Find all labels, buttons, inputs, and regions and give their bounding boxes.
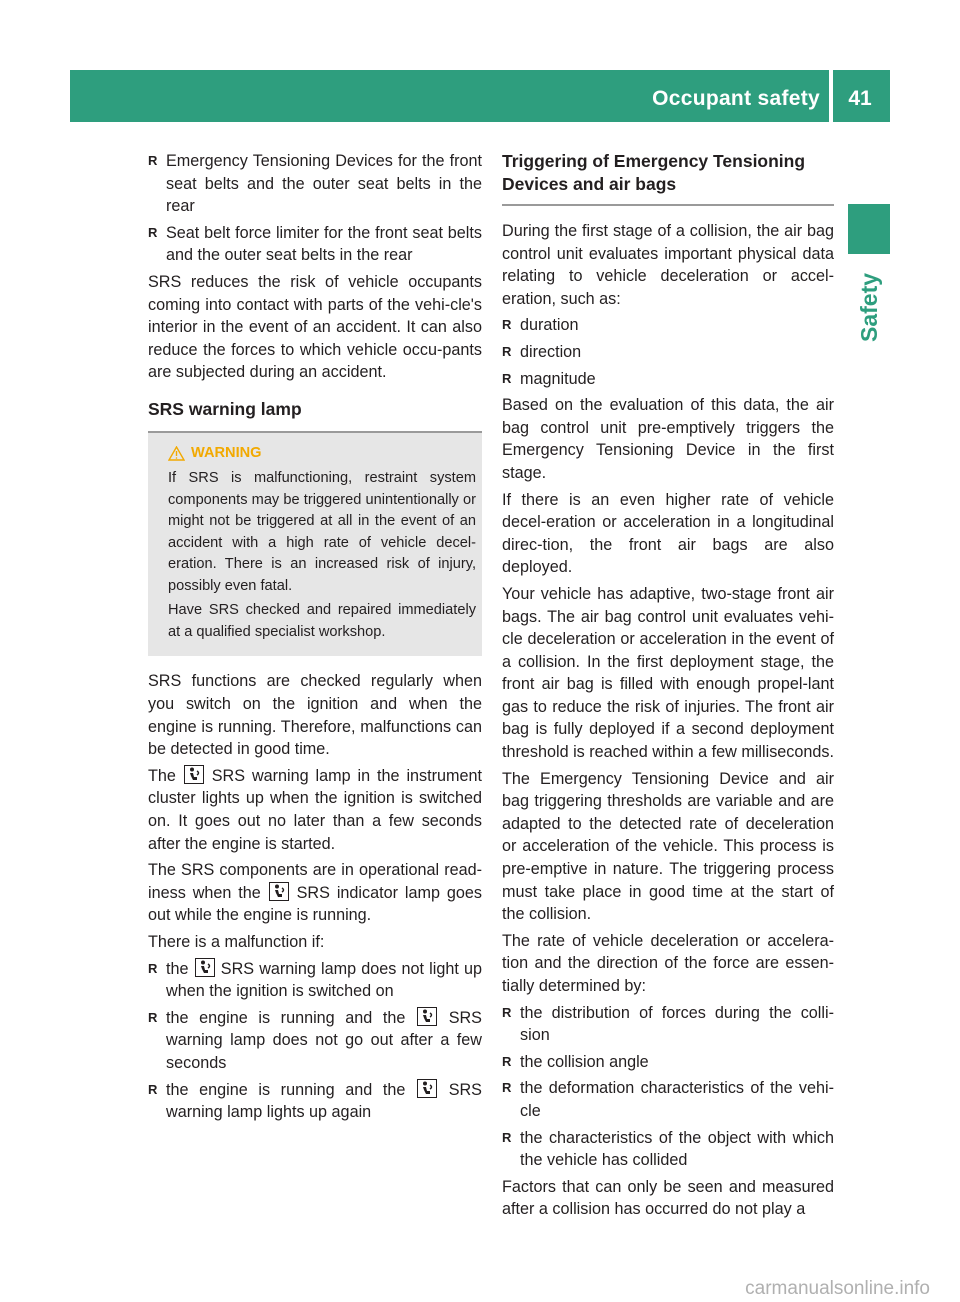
page-title: Occupant safety <box>652 87 820 110</box>
paragraph: The rate of vehicle deceleration or accelera-tion and the direction of the force are essen-tially determined by: <box>502 931 834 995</box>
list-item: R the collision angle <box>502 1051 834 1074</box>
list-item: R the distribution of forces during the colli-sion <box>502 1003 834 1045</box>
warning-text: If SRS is malfunctioning, restraint system components may be triggered unintentionally or might not be triggered at all in the event of an accident with a high rate of vehicle decel-eration. There is an increased risk of injury, possibly even fatal. <box>168 470 476 594</box>
srs-airbag-icon <box>417 1079 437 1098</box>
paragraph: Based on the evaluation of this data, the air bag control unit pre-emptively triggers the Emergency Tensioning Device in the first stage. <box>502 396 834 482</box>
section-heading: Triggering of Emergency Tensioning Devices and air bags <box>502 151 806 194</box>
bullet-icon: R <box>148 1009 158 1025</box>
bullet-icon: R <box>502 1080 512 1096</box>
paragraph: SRS reduces the risk of vehicle occupants coming into contact with parts of the vehi-cle's interior in the event of an accident. It can also reduce the forces to which vehicle occu-pants are subjected during an accident. <box>148 272 482 382</box>
paragraph: SRS functions are checked regularly when you switch on the ignition and when the engine is running. Therefore, malfunctions can be detected in good time. <box>148 672 482 759</box>
right-column <box>502 150 834 1225</box>
paragraph: Your vehicle has adaptive, two-stage front air bags. The air bag control unit evaluates vehi-cle deceleration or acceleration in the event of a collision. In the first deployment stage, the front air bag is filled with enough propel-lant gas to reduce the risk of injuries. The front air bag is fully deployed if a second deployment threshold is reached within a few milliseconds. <box>502 584 835 762</box>
bullet-icon: R <box>148 153 158 168</box>
bullet-icon: R <box>502 317 512 333</box>
bullet-icon: R <box>148 960 158 976</box>
paragraph: If there is an even higher rate of vehicle decel-eration or acceleration in a longitudinal direc-tion, the front air bags are also deployed. <box>502 490 834 577</box>
list-item: R duration <box>502 314 834 337</box>
list-item: R the engine is running and the SRS warning lamp does not go out after a few seconds <box>148 1008 482 1072</box>
bullet-icon: R <box>502 1004 512 1020</box>
paragraph: The SRS warning lamp in the instrument cluster lights up when the ignition is switched on. It goes out no later than a few seconds after the engine is started. <box>148 766 483 853</box>
list-item: R the deformation characteristics of the vehi-cle <box>502 1079 834 1120</box>
srs-airbag-icon <box>269 882 289 901</box>
watermark: carmanualsonline.info <box>745 1278 930 1299</box>
bullet-icon: R <box>502 343 512 359</box>
list-item: R Seat belt force limiter for the front seat belts and the outer seat belts in the rear <box>148 223 482 265</box>
paragraph: The SRS components are in operational read-iness when the SRS indicator lamp goes out while the engine is running. <box>148 861 482 925</box>
list-item: R direction <box>502 341 834 364</box>
warning-box <box>148 431 482 657</box>
list-item: R magnitude <box>502 368 834 391</box>
side-section-label: Safety <box>856 272 882 342</box>
list-item: R the SRS warning lamp does not light up when the ignition is switched on <box>148 959 482 1001</box>
page-number: 41 <box>848 87 872 110</box>
paragraph: There is a malfunction if: <box>148 932 325 951</box>
bullet-icon: R <box>502 370 512 386</box>
side-tab <box>848 204 890 254</box>
warning-title: WARNING <box>168 443 476 465</box>
bullet-icon: R <box>148 1081 158 1097</box>
bullet-icon: R <box>502 1129 512 1145</box>
header-divider <box>829 70 833 122</box>
srs-airbag-icon <box>417 1007 437 1026</box>
srs-airbag-icon <box>184 765 204 784</box>
divider <box>502 204 834 206</box>
list-item: R Emergency Tensioning Devices for the front seat belts and the outer seat belts in the rear <box>148 152 482 216</box>
left-column <box>148 150 482 1128</box>
warning-text: Have SRS checked and repaired immediately at a qualified specialist workshop. <box>168 602 476 640</box>
bullet-icon: R <box>502 1053 512 1069</box>
bullet-icon: R <box>148 224 158 240</box>
warning-triangle-icon <box>168 446 185 461</box>
paragraph: The Emergency Tensioning Device and air bag triggering thresholds are variable and are adapted to the detected rate of deceleration or acceleration of the vehicle. This process is pre-emptive in nature. The triggering process must take place in good time at the start of the collision. <box>502 769 834 924</box>
paragraph: During the first stage of a collision, the air bag control unit evaluates important physical data relating to vehicle deceleration or accel-eration, such as: <box>502 222 834 308</box>
list-item: R the characteristics of the object with which the vehicle has collided <box>502 1128 834 1170</box>
paragraph: Factors that can only be seen and measured after a collision has occurred do not play a <box>502 1177 834 1219</box>
section-heading: SRS warning lamp <box>148 398 302 419</box>
list-item: R the engine is running and the SRS warning lamp lights up again <box>148 1080 482 1122</box>
srs-airbag-icon <box>195 958 215 977</box>
